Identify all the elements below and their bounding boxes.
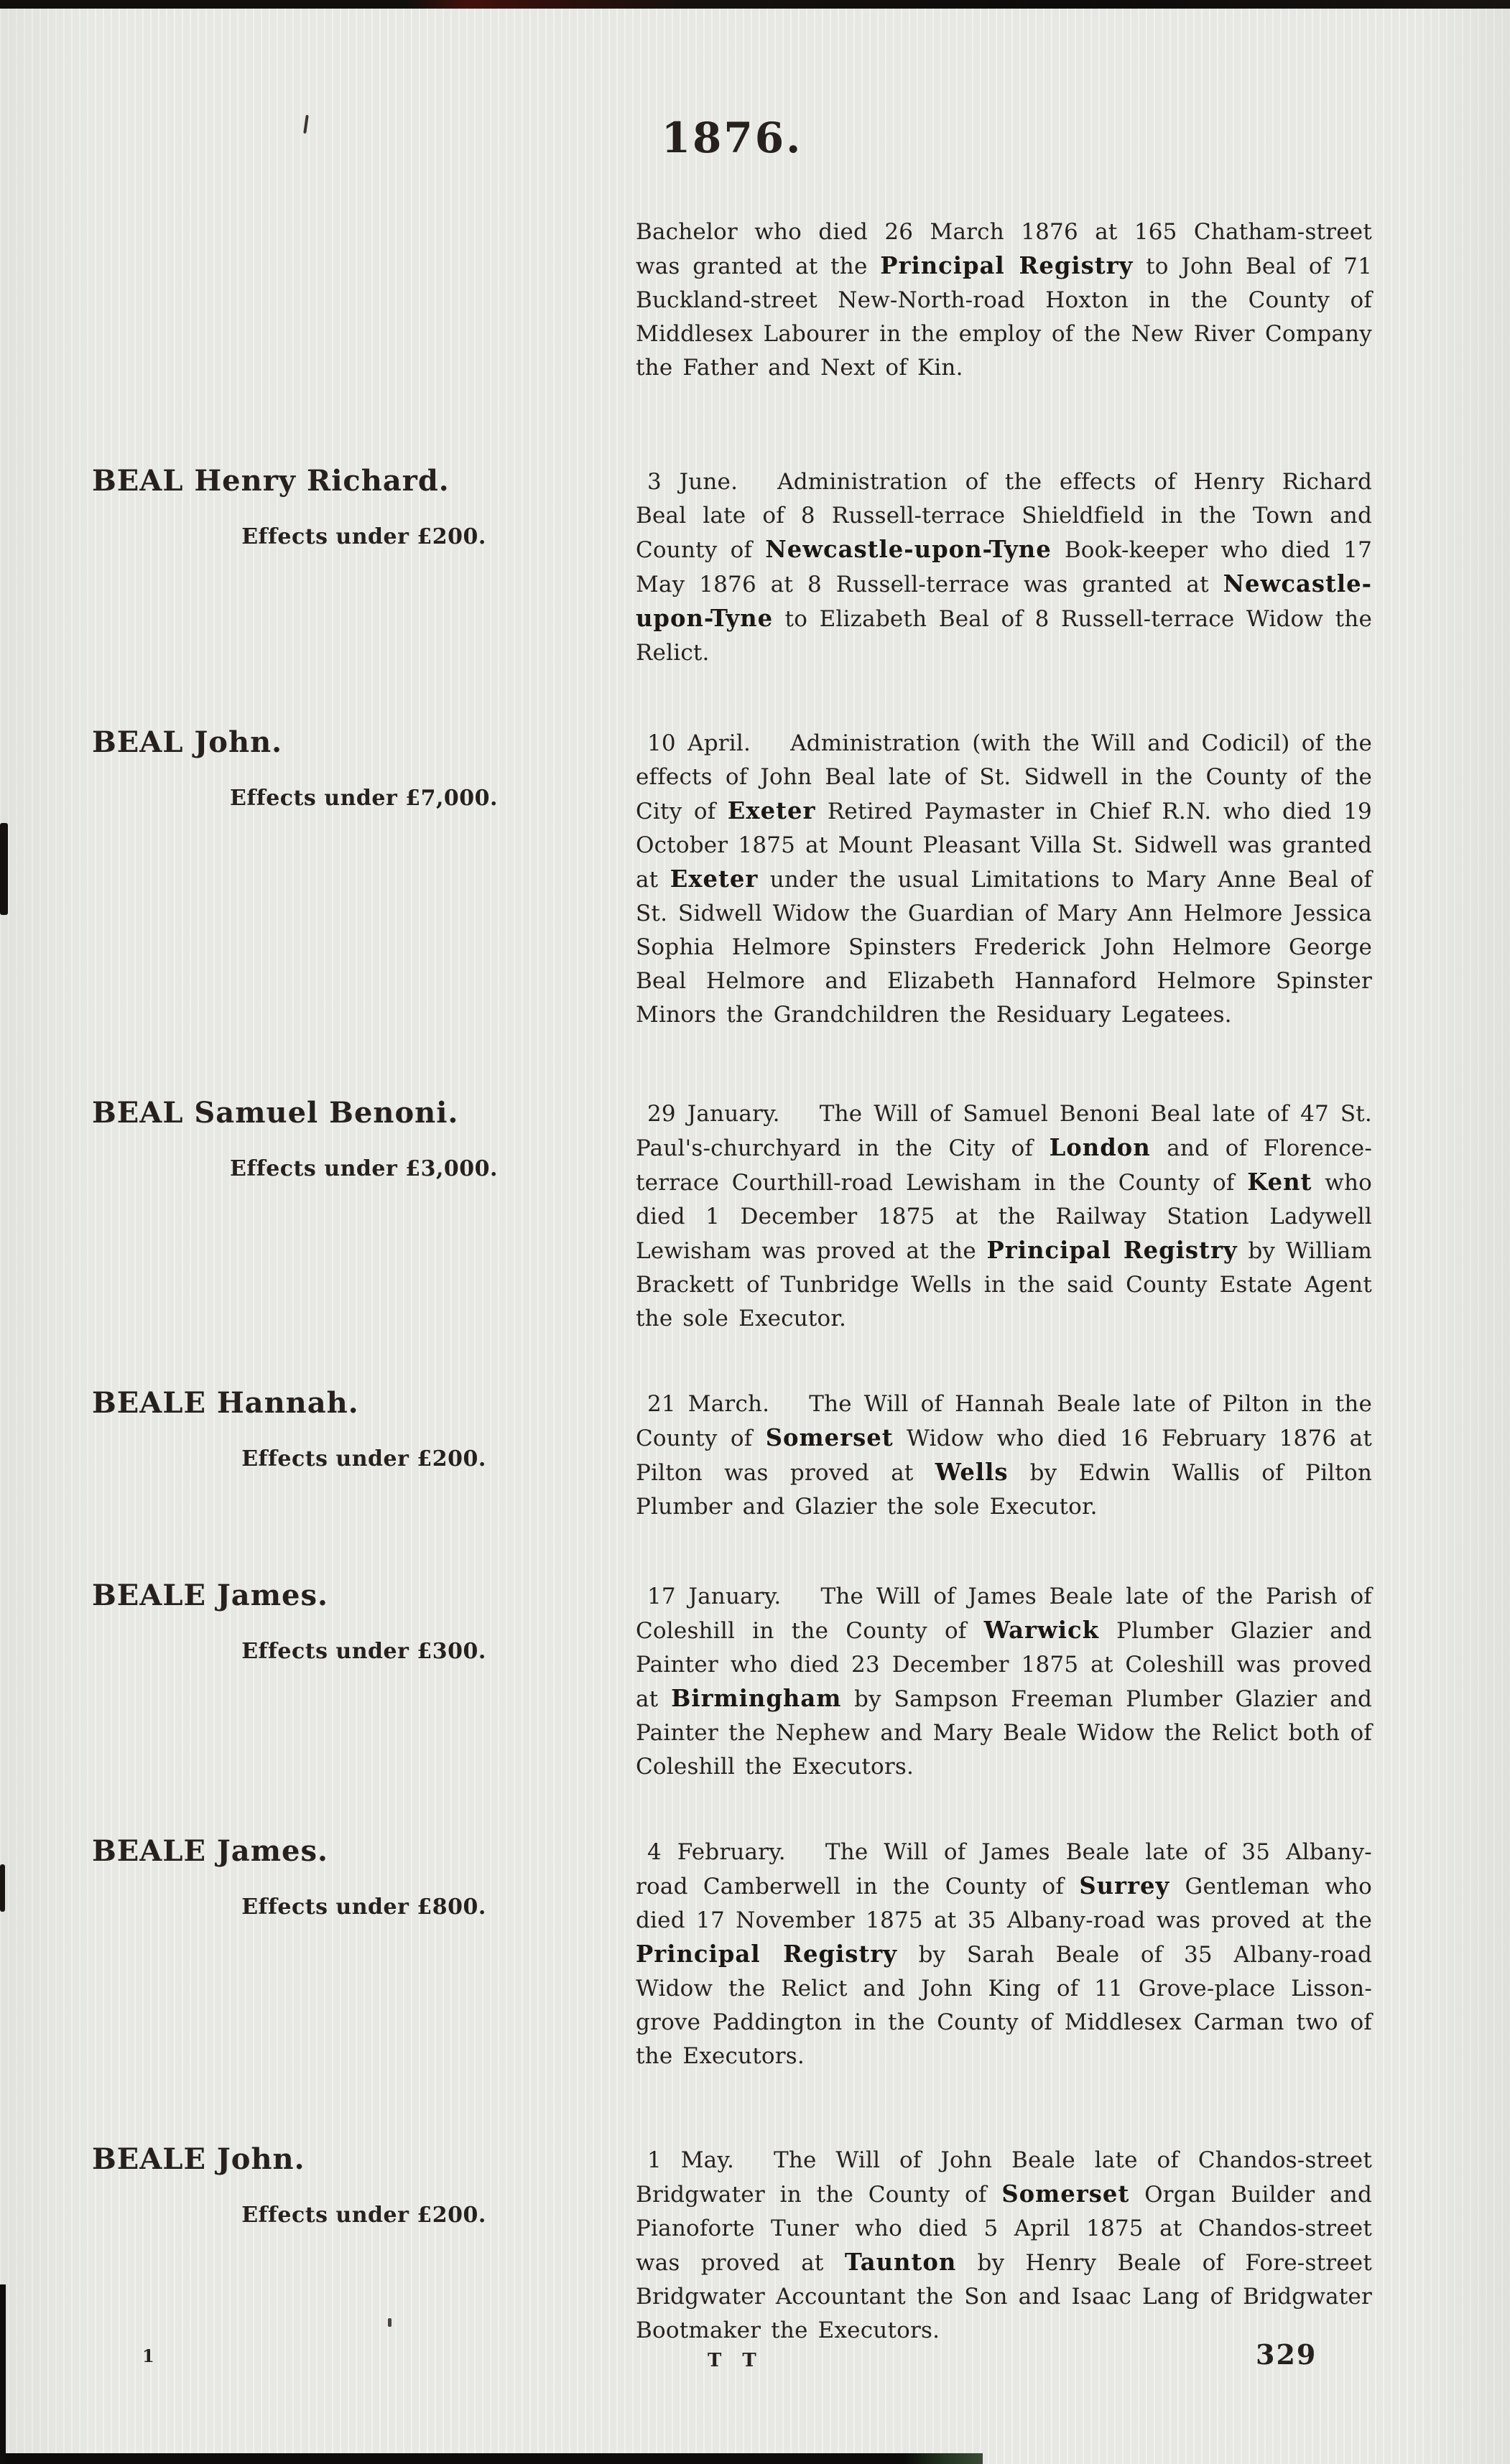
entry-date: 3 June.	[647, 469, 738, 495]
entry-name: BEALE James.	[92, 1579, 328, 1612]
scan-edge-bottom	[0, 2453, 983, 2464]
entry-left-column	[92, 1580, 636, 1784]
entry-paragraph	[636, 1387, 1372, 1524]
entry-left-column	[92, 465, 636, 670]
entry-effects: Effects under £200.	[241, 1446, 486, 1472]
entry-date: 10 April.	[647, 730, 751, 756]
entry-date: 17 January.	[647, 1584, 782, 1609]
entry-paragraph	[636, 1580, 1372, 1784]
entry-left-column	[92, 2144, 636, 2348]
scan-edge-left	[0, 2284, 6, 2464]
entry-date: 21 March.	[647, 1391, 770, 1417]
continuation-paragraph	[636, 215, 1372, 385]
entry-effects: Effects under £3,000.	[230, 1156, 498, 1181]
entry-effects: Effects under £200.	[241, 524, 486, 549]
entry-name: BEAL John.	[92, 725, 283, 759]
entry-date: 29 January.	[647, 1101, 780, 1127]
probate-entry-beale-john	[92, 2144, 1372, 2348]
entry-left-column	[92, 1836, 636, 2073]
entry-right-column	[636, 465, 1372, 670]
entry-text: The Will of Hannah Beale late of Pilton in the County of Somerset Widow who died 16 February 1876 at Pilton was proved at Wells by Edwin Wallis of Pilton Plumber and Glazier the sole Executor.	[636, 1391, 1372, 1520]
margin-ink-mark	[0, 823, 8, 915]
continuation-text: Bachelor who died 26 March 1876 at 165 Chatham-street was granted at the Principal Registry to John Beal of 71 Buckland-street New-North-road Hoxton in the County of Middlesex Labourer in the employ of the New River Company the Father and Next of Kin.	[636, 219, 1372, 381]
signature-mark: 1	[142, 2346, 154, 2366]
entry-right-column	[636, 1580, 1372, 1784]
entry-text: The Will of James Beale late of the Parish of Coleshill in the County of Warwick Plumber Glazier and Painter who died 23 December 1875 at Coleshill was proved at Birmingham by Sampson Freeman Plumber Glazier and Painter the Nephew and Mary Beale Widow the Relict both of Coleshill the Executors.	[636, 1584, 1372, 1780]
scan-edge-top	[0, 0, 1510, 9]
probate-entry-beal-john	[92, 727, 1372, 1032]
entry-right-column	[636, 2144, 1372, 2348]
entry-text: The Will of Samuel Benoni Beal late of 47 St. Paul's-churchyard in the City of London and of Florence-terrace Courthill-road Lewisham in the County of Kent who died 1 December 1875 at the Railway Station Ladywell Lewisham was proved at the Principal Registry by William Brackett of Tunbridge Wells in the said County Estate Agent the sole Executor.	[636, 1101, 1373, 1331]
entry-right-column	[636, 1097, 1372, 1336]
entry-effects: Effects under £200.	[241, 2203, 486, 2228]
year-heading: 1876.	[661, 113, 803, 162]
entry-date: 4 February.	[647, 1839, 786, 1865]
entry-left-column	[92, 727, 636, 1032]
entry-paragraph	[636, 2144, 1372, 2348]
page-number: 329	[1256, 2338, 1317, 2371]
entry-name: BEALE Hannah.	[92, 1386, 359, 1420]
catchword: T T	[708, 2350, 764, 2371]
entry-effects: Effects under £7,000.	[230, 786, 498, 811]
entry-paragraph	[636, 727, 1372, 1032]
probate-entry-beal-samuel-benoni	[92, 1097, 1372, 1336]
entry-left-column	[92, 1097, 636, 1336]
entry-text: The Will of James Beale late of 35 Albany-road Camberwell in the County of Surrey Gentleman who died 17 November 1875 at 35 Albany-road was proved at the Principal Registry by Sarah Beale of 35 Albany-road Widow the Relict and John King of 11 Grove-place Lisson-grove Paddington in the County of Middlesex Carman two of the Executors.	[636, 1839, 1373, 2069]
probate-entry-beale-hannah	[92, 1387, 1372, 1524]
entry-effects: Effects under £800.	[241, 1895, 486, 1920]
entry-name: BEALE James.	[92, 1834, 328, 1868]
entry-date: 1 May.	[647, 2147, 734, 2173]
entry-paragraph	[636, 465, 1372, 670]
entry-text: Administration of the effects of Henry Richard Beal late of 8 Russell-terrace Shieldfield in the Town and County of Newcastle-upon-Tyne Book-keeper who died 17 May 1876 at 8 Russell-terrace was granted at Newcastle-upon-Tyne to Elizabeth Beal of 8 Russell-terrace Widow the Relict.	[636, 469, 1372, 666]
probate-entry-beale-james-2	[92, 1836, 1372, 2073]
probate-entry-beale-james-1	[92, 1580, 1372, 1784]
entry-paragraph	[636, 1836, 1372, 2073]
entry-name: BEALE John.	[92, 2142, 305, 2176]
entry-text: Administration (with the Will and Codicil) of the effects of John Beal late of St. Sidwell in the County of the City of Exeter Retired Paymaster in Chief R.N. who died 19 October 1875 at Mount Pleasant Villa St. Sidwell was granted at Exeter under the usual Limitations to Mary Anne Beal of St. Sidwell Widow the Guardian of Mary Ann Helmore Jessica Sophia Helmore Spinsters Frederick John Helmore George Beal Helmore and Elizabeth Hannaford Helmore Spinster Minors the Grandchildren the Residuary Legatees.	[636, 730, 1372, 1028]
entry-name: BEAL Henry Richard.	[92, 464, 450, 498]
entry-name: BEAL Samuel Benoni.	[92, 1096, 459, 1130]
entry-right-column	[636, 727, 1372, 1032]
entry-text: The Will of John Beale late of Chandos-street Bridgwater in the County of Somerset Organ Builder and Pianoforte Tuner who died 5 April 1875 at Chandos-street was proved at Taunton by Henry Beale of Fore-street Bridgwater Accountant the Son and Isaac Lang of Bridgwater Bootmaker the Executors.	[636, 2147, 1373, 2343]
entry-right-column	[636, 1387, 1372, 1524]
probate-entry-beal-henry-richard	[92, 465, 1372, 670]
margin-ink-mark	[0, 1864, 5, 1912]
entry-left-column	[92, 1387, 636, 1524]
entry-right-column	[636, 1836, 1372, 2073]
entry-paragraph	[636, 1097, 1372, 1336]
entry-effects: Effects under £300.	[241, 1639, 486, 1664]
